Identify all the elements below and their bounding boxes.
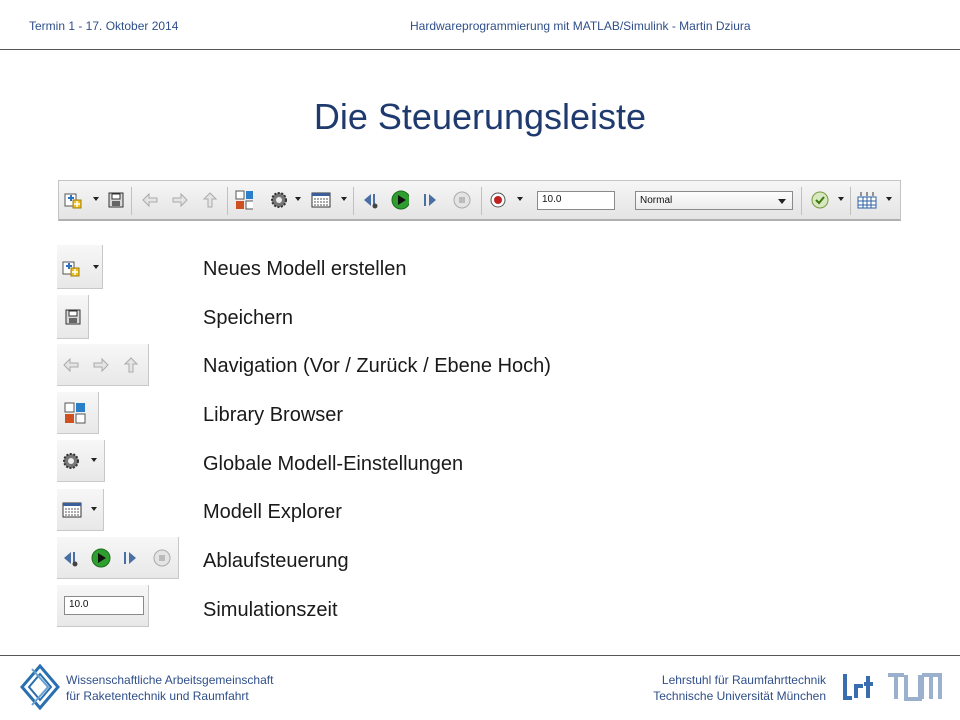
new-model-dropdown-icon[interactable] — [93, 197, 99, 201]
legend-thumb-global-settings — [57, 440, 105, 482]
step-back-icon[interactable] — [361, 191, 379, 209]
header-divider — [0, 49, 960, 50]
back-arrow-icon — [62, 356, 80, 374]
page-title: Die Steuerungsleiste — [313, 96, 647, 137]
step-forward-icon[interactable] — [421, 191, 439, 209]
settings-dropdown-icon[interactable] — [295, 197, 301, 201]
sim-time-field: 10.0 — [64, 596, 144, 615]
legend-label-model-explorer: Modell Explorer — [203, 501, 342, 523]
legend-label-save: Speichern — [203, 307, 294, 329]
chevron-down-icon — [91, 458, 97, 462]
legend-thumb-run-controls — [57, 537, 179, 579]
legend-thumb-new-model — [57, 245, 103, 289]
grid-dropdown-icon[interactable] — [886, 197, 892, 201]
forward-arrow-icon[interactable] — [171, 191, 189, 209]
footer-chair-line2: Technische Universität München — [653, 689, 826, 703]
legend-thumb-save — [57, 295, 89, 339]
simulink-toolbar — [58, 180, 901, 221]
chevron-down-icon — [778, 199, 786, 204]
model-explorer-icon[interactable] — [311, 191, 331, 209]
run-icon — [91, 548, 111, 568]
footer-chair-line1: Lehrstuhl für Raumfahrttechnik — [661, 673, 826, 687]
header-course-title: Hardwareprogrammierung mit MATLAB/Simulink - Martin Dziura — [410, 19, 751, 33]
tum-logo-icon — [886, 672, 944, 707]
save-icon[interactable] — [107, 191, 125, 209]
legend-label-run-controls: Ablaufsteuerung — [203, 550, 349, 572]
step-back-icon — [61, 549, 79, 567]
legend-thumb-sim-time — [57, 585, 149, 627]
check-icon[interactable] — [811, 191, 829, 209]
legend-thumb-navigation — [57, 344, 149, 386]
header-session-date: Termin 1 - 17. Oktober 2014 — [29, 19, 179, 33]
grid-icon[interactable] — [857, 191, 877, 209]
gear-icon[interactable] — [270, 191, 288, 209]
save-icon — [64, 308, 82, 326]
legend-label-new-model: Neues Modell erstellen — [203, 258, 407, 280]
library-browser-icon — [64, 402, 86, 424]
toolbar-separator — [801, 187, 802, 215]
stop-icon[interactable] — [453, 191, 471, 209]
lrt-logo-icon — [842, 672, 876, 709]
footer-org-line2: für Raketentechnik und Raumfahrt — [66, 689, 249, 703]
new-model-icon — [62, 259, 80, 277]
sim-mode-select[interactable] — [635, 191, 793, 210]
toolbar-separator — [227, 187, 228, 215]
sim-mode-value: Normal — [640, 195, 673, 206]
legend-label-sim-time: Simulationszeit — [203, 599, 338, 621]
check-dropdown-icon[interactable] — [838, 197, 844, 201]
legend-label-navigation: Navigation (Vor / Zurück / Ebene Hoch) — [203, 355, 551, 377]
toolbar-separator — [353, 187, 354, 215]
run-icon[interactable] — [391, 191, 409, 209]
chevron-down-icon — [91, 507, 97, 511]
toolbar-separator — [850, 187, 851, 215]
explorer-dropdown-icon[interactable] — [341, 197, 347, 201]
legend-thumb-library-browser — [57, 392, 99, 434]
back-arrow-icon[interactable] — [141, 191, 159, 209]
library-browser-icon[interactable] — [235, 191, 253, 209]
warr-logo-icon — [18, 664, 62, 715]
model-explorer-icon — [61, 502, 83, 518]
footer-divider — [0, 655, 960, 656]
legend-label-library-browser: Library Browser — [203, 404, 344, 426]
step-forward-icon — [121, 549, 139, 567]
footer-org-line1: Wissenschaftliche Arbeitsgemeinschaft — [66, 673, 274, 687]
up-arrow-icon — [122, 356, 140, 374]
up-arrow-icon[interactable] — [201, 191, 219, 209]
chevron-down-icon — [93, 265, 99, 269]
forward-arrow-icon — [92, 356, 110, 374]
legend-label-global-settings: Globale Modell-Einstellungen — [203, 453, 464, 475]
stop-icon — [153, 549, 171, 567]
new-model-icon[interactable] — [64, 191, 82, 209]
legend-thumb-model-explorer — [57, 489, 104, 531]
gear-icon — [62, 452, 80, 470]
record-dropdown-icon[interactable] — [517, 197, 523, 201]
toolbar-separator — [131, 187, 132, 215]
record-icon[interactable] — [489, 191, 507, 209]
toolbar-separator — [481, 187, 482, 215]
sim-time-input[interactable]: 10.0 — [537, 191, 615, 210]
